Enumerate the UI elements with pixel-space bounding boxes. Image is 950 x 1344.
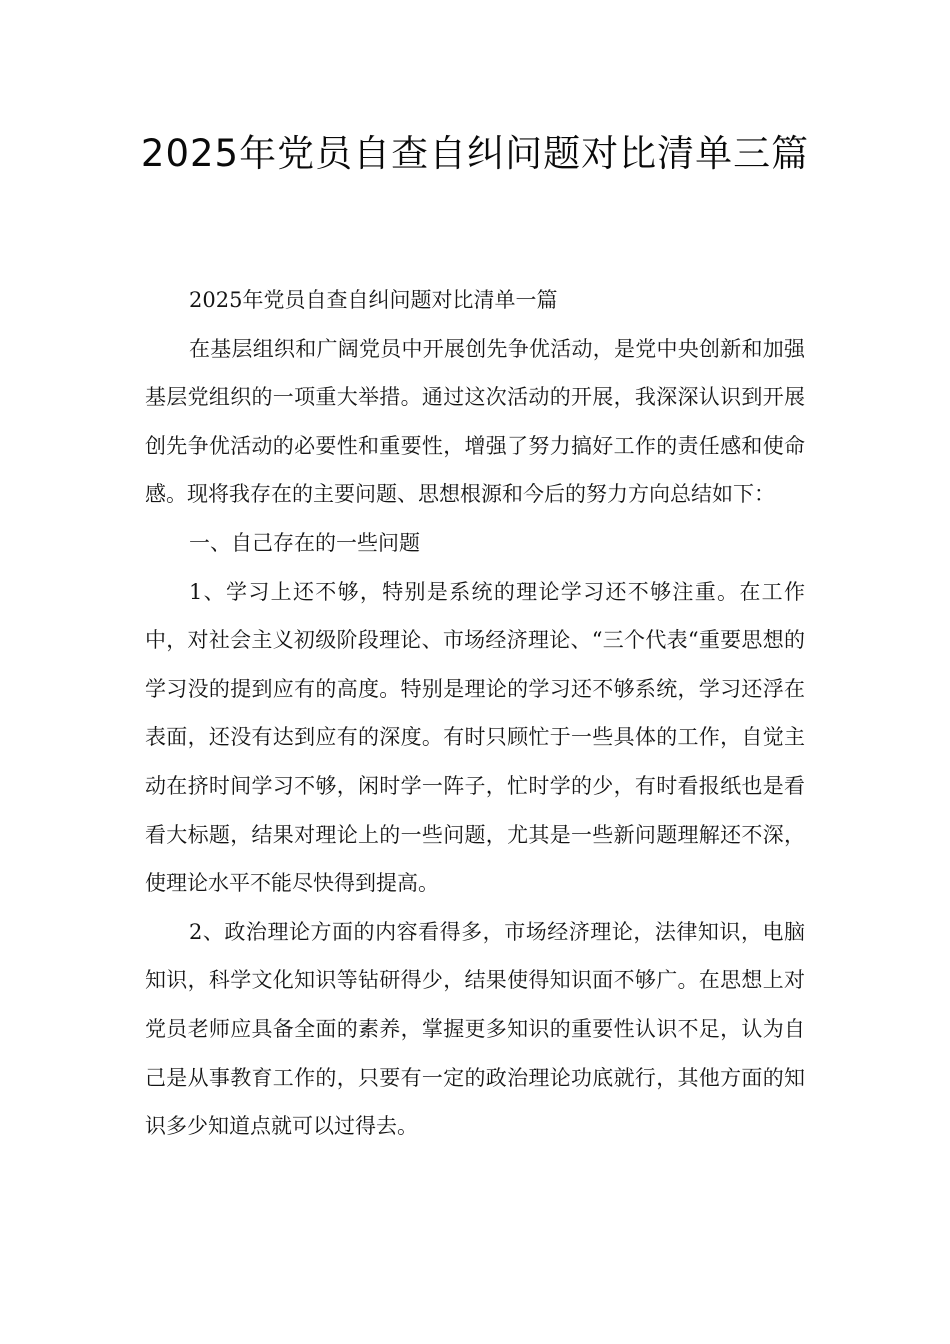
document-body [145,276,805,1151]
subsection-heading: 一、自己存在的一些问题 [189,530,420,555]
problem-paragraph-1: 1、学习上还不够，特别是系统的理论学习还不够注重。在工作中，对社会主义初级阶段理论、市场经济理论、“三个代表“重要思想的学习没的提到应有的高度。特别是理论的学习还不够系统，学习还浮在表面，还没有达到应有的深度。有时只顾忙于一些具体的工作，自觉主动在挤时间学习不够，闲时学一阵子，忙时学的少，有时看报纸也是看看大标题，结果对理论上的一些问题，尤其是一些新问题理解还不深，使理论水平不能尽快得到提高。 [145,579,805,896]
section-heading: 2025年党员自查自纠问题对比清单一篇 [189,288,558,312]
problem-paragraph-2: 2、政治理论方面的内容看得多，市场经济理论，法律知识，电脑知识，科学文化知识等钻研得少，结果使得知识面不够广。在思想上对党员老师应具备全面的素养，掌握更多知识的重要性认识不足，认为自己是从事教育工作的，只要有一定的政治理论功底就行，其他方面的知识多少知道点就可以过得去。 [145,919,805,1139]
document-title: 2025年党员自查自纠问题对比清单三篇 [140,132,810,175]
intro-paragraph: 在基层组织和广阔党员中开展创先争优活动，是党中央创新和加强基层党组织的一项重大举措。通过这次活动的开展，我深深认识到开展创先争优活动的必要性和重要性，增强了努力搞好工作的责任感和使命感。现将我存在的主要问题、思想根源和今后的努力方向总结如下： [145,336,805,507]
